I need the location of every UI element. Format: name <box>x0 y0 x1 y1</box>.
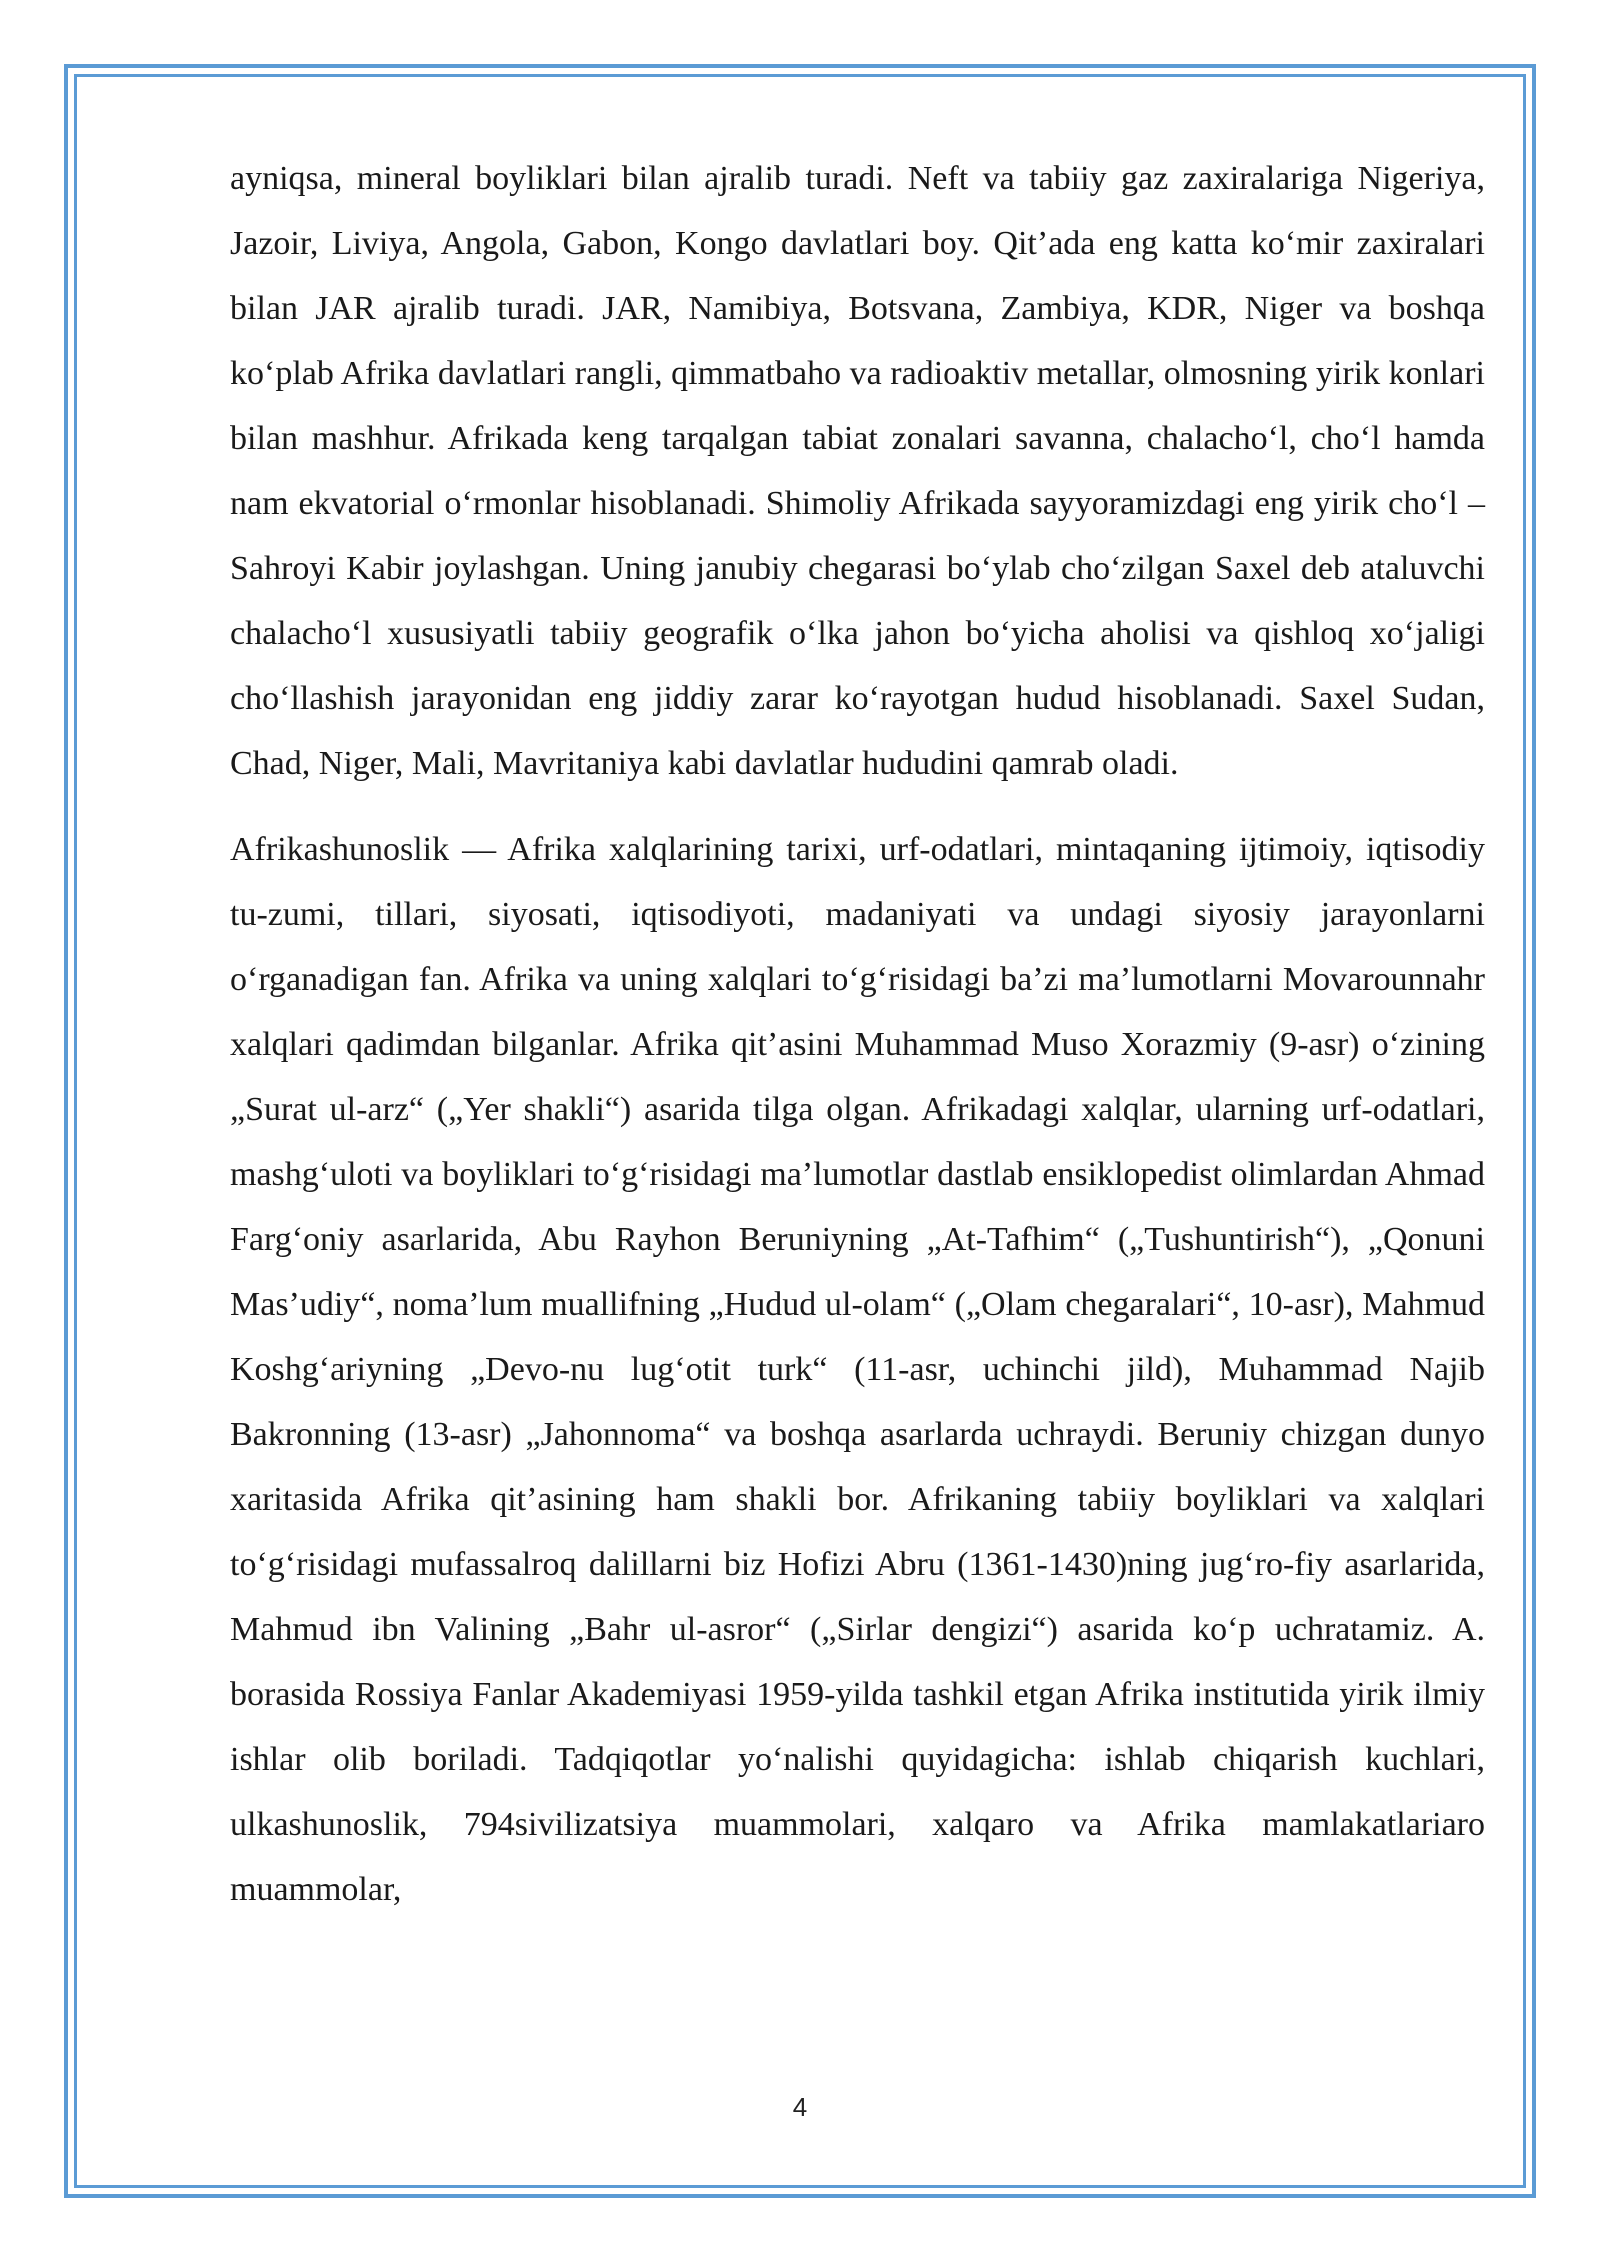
page-number: 4 <box>792 2092 808 2122</box>
paragraph-1: ayniqsa, mineral boyliklari bilan ajralib turadi. Neft va tabiiy gaz zaxiralariga Nigeriya, Jazoir, Liviya, Angola, Gabon, Kongo davlatlari boy. Qit’ada eng katta ko‘mir zaxiralari bilan JAR ajralib turadi. JAR, Namibiya, Botsvana, Zambiya, KDR, Niger va boshqa ko‘plab Afrika davlatlari rangli, qimmatbaho va radioaktiv metallar, olmosning yirik konlari bilan mashhur. Afrikada keng tarqalgan tabiat zonalari savanna, chalacho‘l, cho‘l hamda nam ekvatorial o‘rmonlar hisoblanadi. Shimoliy Afrikada sayyoramizdagi eng yirik cho‘l – Sahroyi Kabir joylashgan. Uning janubiy chegarasi bo‘ylab cho‘zilgan Saxel deb ataluvchi chalacho‘l xususiyatli tabiiy geografik o‘lka jahon bo‘yicha aholisi va qishloq xo‘jaligi cho‘llashish jarayonidan eng jiddiy zarar ko‘rayotgan hudud hisoblanadi. Saxel Sudan, Chad, Niger, Mali, Mavritaniya kabi davlatlar hududini qamrab oladi. <box>230 160 1485 782</box>
paragraph-2: Afrikashunoslik — Afrika xalqlarining tarixi, urf-odatlari, mintaqaning ijtimoiy, iqtisodiy tu-zumi, tillari, siyosati, iqtisodiyoti, madaniyati va undagi siyosiy jarayonlarni o‘rganadigan fan. Afrika va uning xalqlari to‘g‘risidagi ba’zi ma’lumotlarni Movarounnahr xalqlari qadimdan bilganlar. Afrika qit’asini Muhammad Muso Xorazmiy (9-asr) o‘zining „Surat ul-arz“ („Yer shakli“) asarida tilga olgan. Afrikadagi xalqlar, ularning urf-odatlari, mashg‘uloti va boyliklari to‘g‘risidagi ma’lumotlar dastlab ensiklopedist olimlardan Ahmad Farg‘oniy asarlarida, Abu Rayhon Beruniyning „At-Tafhim“ („Tushuntirish“), „Qonuni Mas’udiy“, noma’lum muallifning „Hudud ul-olam“ („Olam chegaralari“, 10-asr), Mahmud Koshg‘ariyning „Devo-nu lug‘otit turk“ (11-asr, uchinchi jild), Muhammad Najib Bakronning (13-asr) „Jahonnoma“ va boshqa asarlarda uchraydi. Beruniy chizgan dunyo xaritasida Afrika qit’asining ham shakli bor. Afrikaning tabiiy boyliklari va xalqlari to‘g‘risidagi mufassalroq dalillarni biz Hofizi Abru (1361-1430)ning jug‘ro-fiy asarlarida, Mahmud ibn Valining „Bahr ul-asror“ („Sirlar dengizi“) asarida ko‘p uchratamiz. A. borasida Rossiya Fanlar Akademiyasi 1959-yilda tashkil etgan Afrika institutida yirik ilmiy ishlar olib boriladi. Tadqiqotlar yo‘nalishi quyidagicha: ishlab chiqarish kuchlari, ulkashunoslik, 794sivilizatsiya muammolari, xalqaro va Afrika mamlakatlariaro muammolar, <box>230 831 1485 1908</box>
document-body <box>230 146 1485 1922</box>
